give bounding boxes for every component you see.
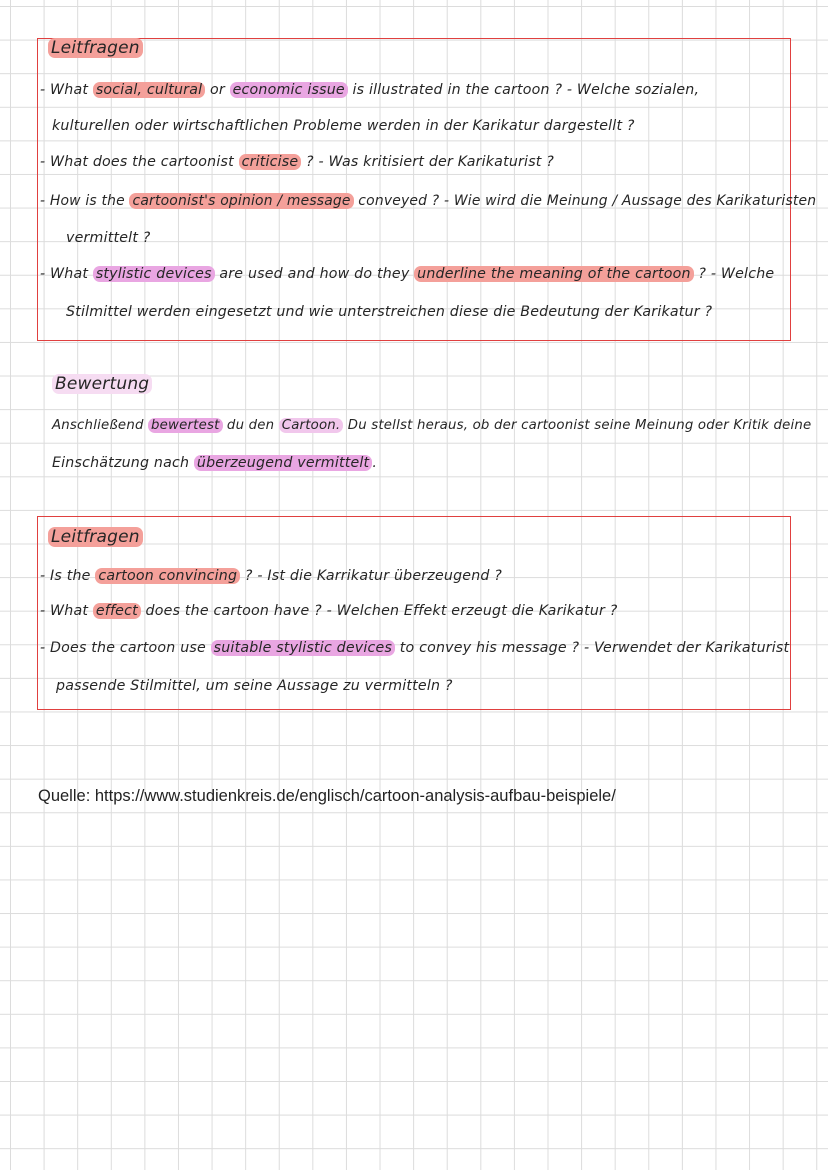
section2-title: Bewertung xyxy=(52,374,152,394)
section1-title: Leitfragen xyxy=(48,38,143,58)
section1-question-1: - What social, cultural or economic issue is illustrated in the cartoon ? - Welche sozialen, xyxy=(40,82,700,98)
section2-line-1: Anschließend bewertest du den Cartoon. Du stellst heraus, ob der cartoonist seine Meinung oder Kritik deine xyxy=(52,418,812,433)
source-citation: Quelle: https://www.studienkreis.de/englisch/cartoon-analysis-aufbau-beispiele/ xyxy=(38,787,616,805)
section3-question-3: - Does the cartoon use suitable stylistic devices to convey his message ? - Verwendet der Karikaturist xyxy=(40,640,790,656)
section1-question-1-cont: kulturellen oder wirtschaftlichen Probleme werden in der Karikatur dargestellt ? xyxy=(52,118,635,134)
section1-question-3-cont: vermittelt ? xyxy=(66,230,151,246)
section3-title: Leitfragen xyxy=(48,527,143,547)
section3-question-1: - Is the cartoon convincing ? - Ist die Karrikatur überzeugend ? xyxy=(40,568,503,584)
section1-question-3: - How is the cartoonist's opinion / message conveyed ? - Wie wird die Meinung / Aussage des Karikaturisten xyxy=(40,193,817,209)
section2-line-2: Einschätzung nach überzeugend vermittelt . xyxy=(52,455,378,471)
section3-question-3-cont: passende Stilmittel, um seine Aussage zu vermitteln ? xyxy=(56,678,453,694)
section1-question-4: - What stylistic devices are used and how do they underline the meaning of the cartoon ? - Welche xyxy=(40,266,775,282)
section1-question-2: - What does the cartoonist criticise ? - Was kritisiert der Karikaturist ? xyxy=(40,154,554,170)
section1-question-4-cont: Stilmittel werden eingesetzt und wie unterstreichen diese die Bedeutung der Karikatur ? xyxy=(66,304,713,320)
section3-question-2: - What effect does the cartoon have ? - Welchen Effekt erzeugt die Karikatur ? xyxy=(40,603,618,619)
